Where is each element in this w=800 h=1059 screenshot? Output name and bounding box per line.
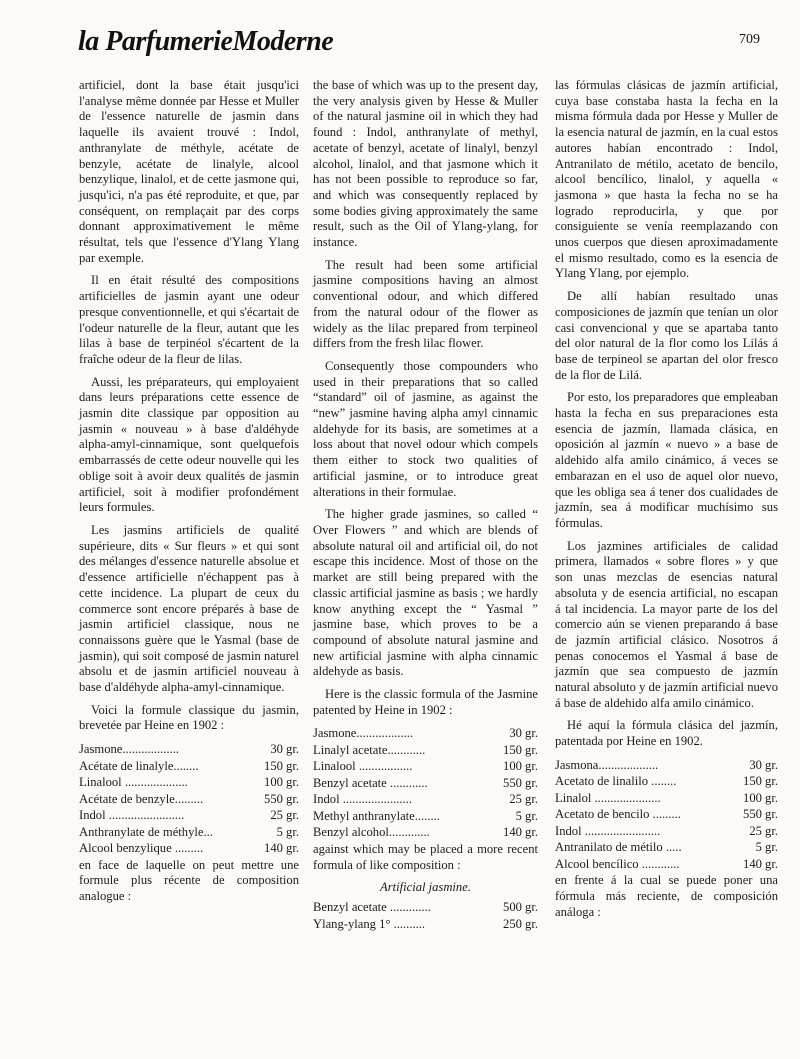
ingredient: Acétate de linalyle........	[79, 758, 199, 773]
paragraph: Il en était résulté des compositions artificielles de jasmin ayant une odeur presque conventionnelle, et qui s'écartait de l'odeur naturelle de la fleur, autant que les lilas à base de terpinéol s'écartent de la fraîche odeur de la fleur de lilas.	[79, 273, 299, 366]
paragraph: The result had been some artificial jasmine compositions having an almost conventional odour, and which differed from the natural odour of the flower as widely as the lilac prepared from terpineol differs from the fresh lilac flower.	[313, 257, 538, 351]
paragraph: Here is the classic formula of the Jasmine patented by Heine in 1902 :	[313, 687, 538, 717]
ingredient: Jasmona...................	[555, 757, 659, 772]
quantity: 25 gr.	[509, 792, 538, 807]
formula-row	[79, 774, 299, 791]
formula-row	[555, 790, 778, 807]
quantity: 25 gr.	[270, 808, 299, 823]
ingredient: Linalol .....................	[555, 790, 661, 805]
formula-row	[313, 899, 538, 916]
paragraph: artificiel, dont la base était jusqu'ici l'analyse même donnée par Hesse et Muller de l'essence naturelle de jasmin dans laquelle ils avaient trouvé : Indol, anthranylate de méthyle, acétate de benzyle, acétate de linalyle, alcool benzylique, linalol, et de cette jasmone qui, jusqu'ici, n'a pas été reproduite, et que, par conséquent, on remplaçait par des corps donnant approximativement le même résultat, tels que l'essence d'Ylang Ylang par exemple.	[79, 78, 299, 265]
ingredient: Methyl anthranylate........	[313, 808, 440, 823]
quantity: 500 gr.	[503, 900, 538, 915]
formula-row	[313, 775, 538, 792]
quantity: 150 gr.	[743, 774, 778, 789]
quantity: 150 gr.	[503, 742, 538, 757]
ingredient: Anthranylate de méthyle...	[79, 824, 213, 839]
quantity: 30 gr.	[509, 726, 538, 741]
formula-row	[555, 806, 778, 823]
quantity: 5 gr.	[276, 824, 299, 839]
ingredient: Acetato de linalilo ........	[555, 774, 677, 789]
quantity: 250 gr.	[503, 916, 538, 931]
ingredient: Linalyl acetate............	[313, 742, 426, 757]
paragraph: Voici la formule classique du jasmin, brevetée par Heine en 1902 :	[79, 702, 299, 733]
ingredient: Indol ......................	[313, 792, 412, 807]
paragraph: De allí habían resultado unas composiciones de jazmín que tenían un olor casi convencional y que se apartaba tanto del olor natural de la flor como los Lilás á base de terpineol se apartan del olor fresco de la flor de Lilá.	[555, 289, 778, 382]
ingredient: Benzyl alcohol.............	[313, 825, 430, 840]
paragraph: en frente á la cual se puede poner una fórmula más reciente, de composición análoga :	[555, 873, 778, 919]
quantity: 100 gr.	[503, 759, 538, 774]
quantity: 140 gr.	[264, 841, 299, 856]
ingredient: Alcool bencílico ............	[555, 856, 680, 871]
quantity: 5 gr.	[755, 840, 778, 855]
quantity: 150 gr.	[264, 758, 299, 773]
formula-subheading: Artificial jasmine.	[380, 880, 471, 895]
ingredient: Indol ........................	[555, 823, 661, 838]
formula-row	[313, 808, 538, 825]
quantity: 550 gr.	[264, 791, 299, 806]
quantity: 100 gr.	[743, 790, 778, 805]
formula-row	[313, 916, 538, 933]
formula-row	[79, 824, 299, 841]
formula-row	[313, 742, 538, 759]
formula-row	[79, 758, 299, 775]
masthead-logo: la ParfumerieModerne	[78, 26, 334, 57]
paragraph: las fórmulas clásicas de jazmín artificial, cuya base constaba hasta la fecha en la misma fórmula dada por Hesse y Muller de la esencia natural de jazmín, en la cual estos autores habían encontrado : Indol, Antranilato de métilo, acetato de bencilo, alcool bencílico, linalol, y aquella « jasmona » que hasta la fecha no se ha logrado reproducirla, y que por consiguiente se venía reemplazando con unos cuerpos que diesen aproximadamente el mismo resultado, como es la esencia de Ylang Ylang, por ejemplo.	[555, 78, 778, 281]
quantity: 100 gr.	[264, 775, 299, 790]
column-english	[313, 78, 538, 933]
paragraph: Consequently those compounders who used in their preparations that so called “standard” oil of jasmine, as against the “new” jasmine having alpha amyl cinnamic aldehyde for its basis, are sometimes at a loss about that novel odour which compels them either to stock two qualities of artificial jasmine, or to introduce great alterations in their formulae.	[313, 358, 538, 499]
formula-row	[313, 791, 538, 808]
column-french	[79, 78, 299, 912]
ingredient: Alcool benzylique .........	[79, 841, 204, 856]
quantity: 30 gr.	[270, 742, 299, 757]
paragraph: Les jasmins artificiels de qualité supérieure, dits « Sur fleurs » et qui sont des mélanges d'essence naturelle absolue et d'essence artificielle n'échappent pas à cette incidence. La plupart de ceux du commerce sont encore préparés à base de jasmin artificiel classique, nous ne connaissons guère que le Yasmal (base de jasmin), qui soit composé de jasmin naturel absolu et de jasmin artificiel nouveau à base d'aldéhyde alpha-amyl-cinnamique.	[79, 522, 299, 695]
paragraph: Aussi, les préparateurs, qui employaient dans leurs préparations cette essence de jasmin dite classique par opposition au jasmin « nouveau » à base d'aldéhyde alpha-amyl-cinnamique, sont quelquefois embarrassés de cette odeur nouvelle qui les oblige soit à avoir deux qualités de jasmin artificiel, soit à modifier profondément leurs formules.	[79, 374, 299, 515]
page-number: 709	[739, 32, 760, 47]
formula-table	[555, 757, 778, 873]
formula-row	[79, 840, 299, 857]
paragraph: Los jazmines artificiales de calidad primera, llamados « sobre flores » y que son unas mezclas de esencias natural absoluta y de esencia artificial, no escapan á tal incidencia. La mayor parte de los del comercio aún se vienen preparando á base de jazmín artificial clásico. Nosotros á penas conocemos el Yasmal á base de jazmín que sea compuesto de jazmín natural absoluto y de jazmín artificial nuevo á base de aldehido alfa amilo cinámico.	[555, 538, 778, 710]
ingredient: Antranilato de métilo .....	[555, 840, 682, 855]
quantity: 140 gr.	[503, 825, 538, 840]
column-spanish	[555, 78, 778, 927]
ingredient: Acetato de bencilo .........	[555, 807, 681, 822]
quantity: 25 gr.	[749, 823, 778, 838]
ingredient: Ylang-ylang 1° ..........	[313, 916, 426, 931]
formula-row	[555, 773, 778, 790]
paragraph: The higher grade jasmines, so called “ Over Flowers ” and which are blends of absolute natural oil and artificial oil, do not escape this incidence. Most of those on the market are still being prepared with the classic artificial jasmine as basis ; we hardly know anything except the “ Yasmal ” jasmine base, which proves to be a compound of absolute natural jasmine and new artificial jasmine with alpha cinnamic aldehyde as basis.	[313, 507, 538, 679]
formula-row	[555, 823, 778, 840]
formula-row	[79, 791, 299, 808]
quantity: 550 gr.	[743, 807, 778, 822]
ingredient: Jasmone..................	[79, 742, 180, 757]
formula-row	[555, 856, 778, 873]
formula-row	[313, 725, 538, 742]
ingredient: Jasmone..................	[313, 726, 414, 741]
ingredient: Acétate de benzyle.........	[79, 791, 204, 806]
ingredient: Indol ........................	[79, 808, 185, 823]
formula-row	[555, 839, 778, 856]
quantity: 30 gr.	[749, 757, 778, 772]
formula-row	[555, 757, 778, 774]
quantity: 5 gr.	[515, 808, 538, 823]
ingredient: Benzyl acetate .............	[313, 900, 431, 915]
ingredient: Linalool .................	[313, 759, 413, 774]
paragraph: Hé aquí la fórmula clásica del jazmín, patentada por Heine en 1902.	[555, 718, 778, 749]
ingredient: Linalool ....................	[79, 775, 188, 790]
quantity: 140 gr.	[743, 856, 778, 871]
paragraph: against which may be placed a more recent formula of like composition :	[313, 841, 538, 872]
formula-row	[79, 807, 299, 824]
formula-table	[79, 741, 299, 857]
formula-table	[313, 725, 538, 841]
formula-table	[313, 899, 538, 932]
formula-row	[79, 741, 299, 758]
ingredient: Benzyl acetate ............	[313, 775, 428, 790]
formula-row	[313, 758, 538, 775]
formula-row	[313, 824, 538, 841]
paragraph: en face de laquelle on peut mettre une formule plus récente de composition analogue :	[79, 857, 299, 904]
paragraph: the base of which was up to the present day, the very analysis given by Hesse & Muller of the natural jasmine oil in which they had found : Indol, anthranylate of methyl, acetate of benzyl, acetate of linalyl, benzyl alcohol, linalol, and that jasmone which it has not been possible to reproduce so far, and which was consequently replaced by some bodies giving approximately the same result, such as the Oil of Ylang-ylang, for instance.	[313, 78, 538, 250]
quantity: 550 gr.	[503, 775, 538, 790]
paragraph: Por esto, los preparadores que empleaban hasta la fecha en sus preparaciones esta esencia de jazmín, llamada clásica, en oposición al jazmín « nuevo » a base de aldehido alfa amilo cinámico, á veces se embarazan en el uso de aquel olor nuevo, que les obliga sea á tener dos cualidades de jazmín, sea á modificar muchísimo sus fórmulas.	[555, 390, 778, 530]
